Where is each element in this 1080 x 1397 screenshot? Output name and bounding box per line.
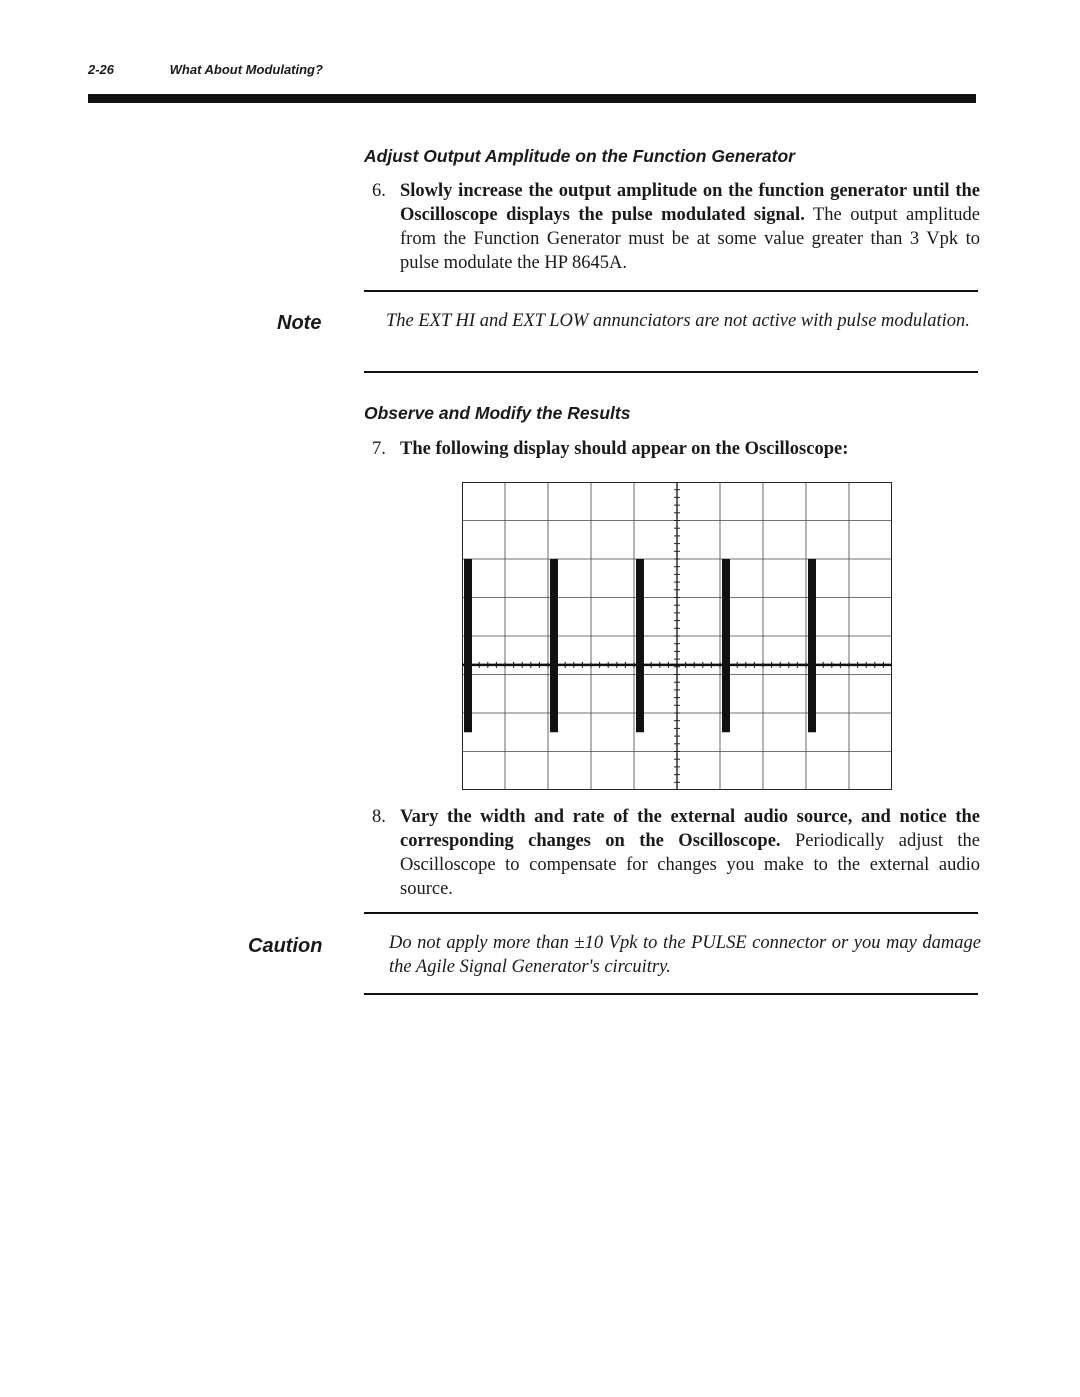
step-body-text: The output amplitude from the Function Generator must be at some value greater than 3 Vpk to pulse modulate the HP 8645A. <box>400 205 980 273</box>
caution-text: Do not apply more than ±10 Vpk to the PULSE connector or you may damage the Agile Signal Generator's circuitry. <box>389 933 981 977</box>
caution-label: Caution <box>248 935 323 957</box>
step-number: 6. <box>372 181 386 201</box>
step-6 <box>372 179 980 275</box>
pulse-3 <box>636 559 644 732</box>
step-7 <box>372 437 980 461</box>
oscilloscope-display <box>462 482 892 790</box>
header-rule <box>88 94 976 103</box>
step-body-text: Periodically adjust the Oscilloscope to compensate for changes you make to the external audio source. <box>400 831 980 899</box>
step-number: 8. <box>372 807 386 827</box>
pulse-5 <box>808 559 816 732</box>
pulse-2 <box>550 559 558 732</box>
note-label: Note <box>277 312 322 334</box>
step-number: 7. <box>372 439 386 459</box>
note-text: The EXT HI and EXT LOW annunciators are not active with pulse modulation. <box>386 311 970 331</box>
caution-bottom-rule <box>364 993 978 995</box>
step-bold-text: Slowly increase the output amplitude on the function generator until the Oscilloscope displays the pulse modulated signal. <box>400 181 980 225</box>
page-number: 2-26 <box>88 62 115 77</box>
running-header <box>88 62 323 77</box>
subsection-title-observe: Observe and Modify the Results <box>364 403 631 423</box>
pulse-4 <box>722 559 730 732</box>
caution-top-rule <box>364 912 978 914</box>
note-bottom-rule <box>364 371 978 373</box>
subsection-title-adjust: Adjust Output Amplitude on the Function Generator <box>364 146 795 166</box>
section-title: What About Modulating? <box>169 62 323 77</box>
step-8 <box>372 805 980 901</box>
note-top-rule <box>364 290 978 292</box>
step-bold-text: Vary the width and rate of the external audio source, and notice the corresponding changes on the Oscilloscope. <box>400 807 980 851</box>
step-bold-text: The following display should appear on the Oscilloscope: <box>400 439 849 459</box>
pulse-1 <box>464 559 472 732</box>
